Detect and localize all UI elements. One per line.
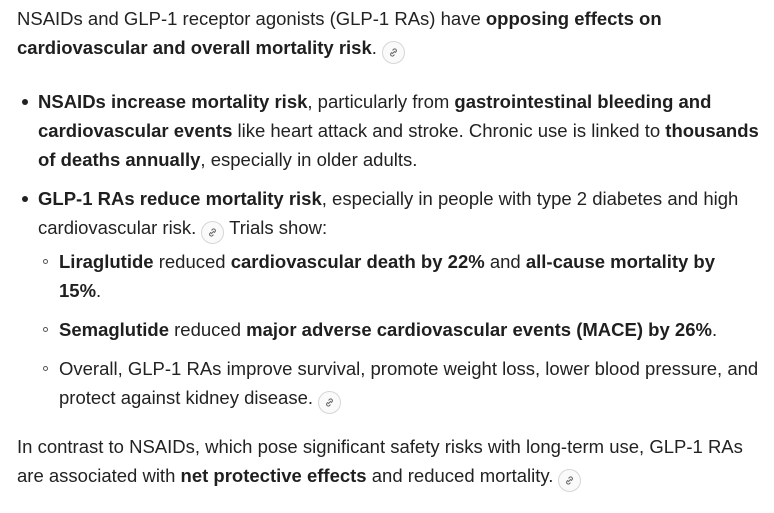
- citation-link-button[interactable]: [201, 221, 224, 244]
- citation-link-button[interactable]: [558, 469, 581, 492]
- sublist-item-liraglutide: Liraglutide reduced cardiovascular death by 22% and all-cause mortality by 15%.: [38, 247, 762, 305]
- trials-sublist: [38, 247, 762, 414]
- link-icon: [388, 47, 399, 58]
- link-icon: [564, 475, 575, 486]
- conclusion-paragraph: In contrast to NSAIDs, which pose significant safety risks with long-term use, GLP-1 RAs are associated with net protective effects and reduced mortality.: [17, 432, 762, 492]
- main-list: [17, 87, 762, 414]
- intro-paragraph: NSAIDs and GLP-1 receptor agonists (GLP-1 RAs) have opposing effects on cardiovascular and overall mortality risk.: [17, 4, 762, 64]
- link-icon: [324, 397, 335, 408]
- link-icon: [207, 227, 218, 238]
- list-item-glp1: GLP-1 RAs reduce mortality risk, especially in people with type 2 diabetes and high cardiovascular risk. Trials show: Liraglutide reduced cardiovascular death by 22% and all-cause mortality by 15%. Semaglutide reduced major adverse cardiovascular events (MACE) by 26%. Overall, GLP-1 RAs improve survival, promote weight loss, lower blood pressure, and protect against kidney disease.: [17, 184, 762, 414]
- list-item-nsaids: NSAIDs increase mortality risk, particularly from gastrointestinal bleeding and cardiovascular events like heart attack and stroke. Chronic use is linked to thousands of deaths annually, especially in older adults.: [17, 87, 762, 174]
- citation-link-button[interactable]: [318, 391, 341, 414]
- sublist-item-overall: Overall, GLP-1 RAs improve survival, promote weight loss, lower blood pressure, and protect against kidney disease.: [38, 354, 762, 414]
- citation-link-button[interactable]: [382, 41, 405, 64]
- sublist-item-semaglutide: Semaglutide reduced major adverse cardiovascular events (MACE) by 26%.: [38, 315, 762, 344]
